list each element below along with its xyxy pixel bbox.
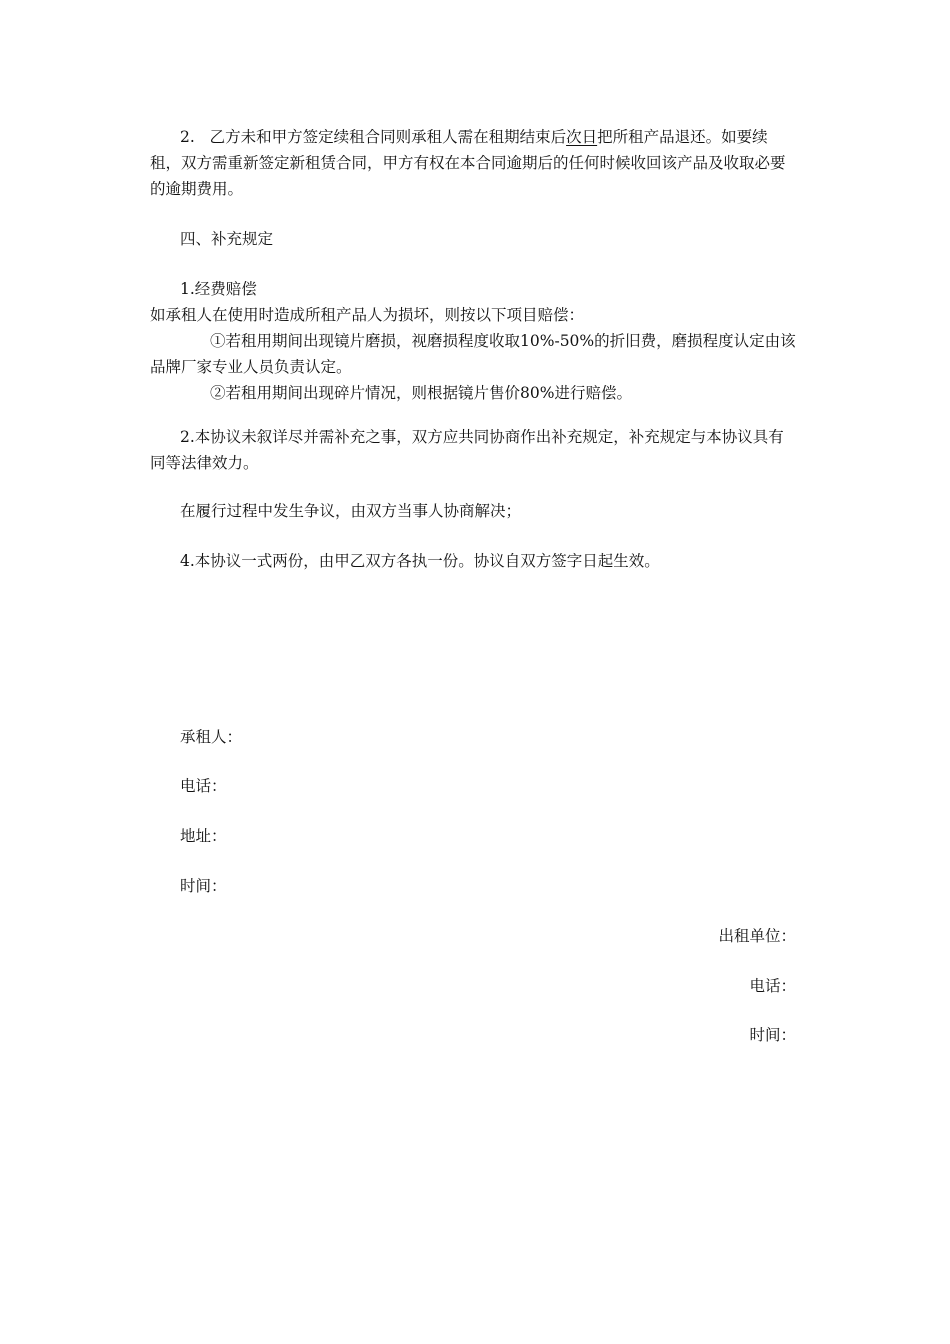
lessee-address-label: 地址： [180, 827, 227, 845]
section-heading [150, 226, 796, 252]
compensation-title: 1.经费赔偿 [180, 280, 257, 298]
lessee-phone-label: 电话： [180, 777, 227, 795]
clause-return-post: 把所租产品退还。 [597, 128, 722, 146]
lessor-label: 出租单位： [718, 927, 796, 945]
dispute-text: 在履行过程中发生争议，由双方当事人协商解决； [180, 502, 522, 520]
compensation-block [150, 276, 796, 406]
next-day-underlined: 次日 [566, 128, 598, 146]
copies-text: 4.本协议一式两份，由甲乙双方各执一份。协议自双方签字日起生效。 [180, 552, 660, 570]
clause-return-text [150, 124, 796, 202]
lessor-phone-label: 电话： [749, 977, 796, 995]
lessee-time-label: 时间： [180, 877, 227, 895]
lessee-label: 承租人： [180, 728, 243, 746]
compensation-item-shatter: ②若租用期间出现碎片情况，则根据镜片售价80%进行赔偿。 [210, 384, 632, 402]
section-4-heading: 四、补充规定 [180, 230, 274, 248]
lessor-time-label: 时间： [749, 1026, 796, 1044]
compensation-intro: 如承租人在使用时造成所租产品人为损坏，则按以下项目赔偿： [150, 306, 585, 324]
copies-paragraph [150, 548, 796, 574]
compensation-item-wear: ①若租用期间出现镜片磨损，视磨损程度收取10%-50%的折旧费，磨损程度认定由该品牌厂家专业人员负责认定。 [150, 332, 796, 376]
clause-return-pre: 乙方未和甲方签定续租合同则承租人需在租期结束后 [209, 128, 567, 146]
clause-item-number: 2. [180, 128, 195, 146]
supplement-text: 2.本协议未叙详尽并需补充之事，双方应共同协商作出补充规定，补充规定与本协议具有同等法律效力。 [150, 428, 784, 472]
clause-return-rest: 如要续租，双方需重新签定新租赁合同，甲方有权在本合同逾期后的任何时候收回该产品及收取必要的逾期费用。 [150, 128, 786, 198]
supplement-paragraph [150, 424, 796, 476]
clause-return-paragraph [150, 124, 796, 202]
dispute-paragraph [150, 498, 796, 524]
